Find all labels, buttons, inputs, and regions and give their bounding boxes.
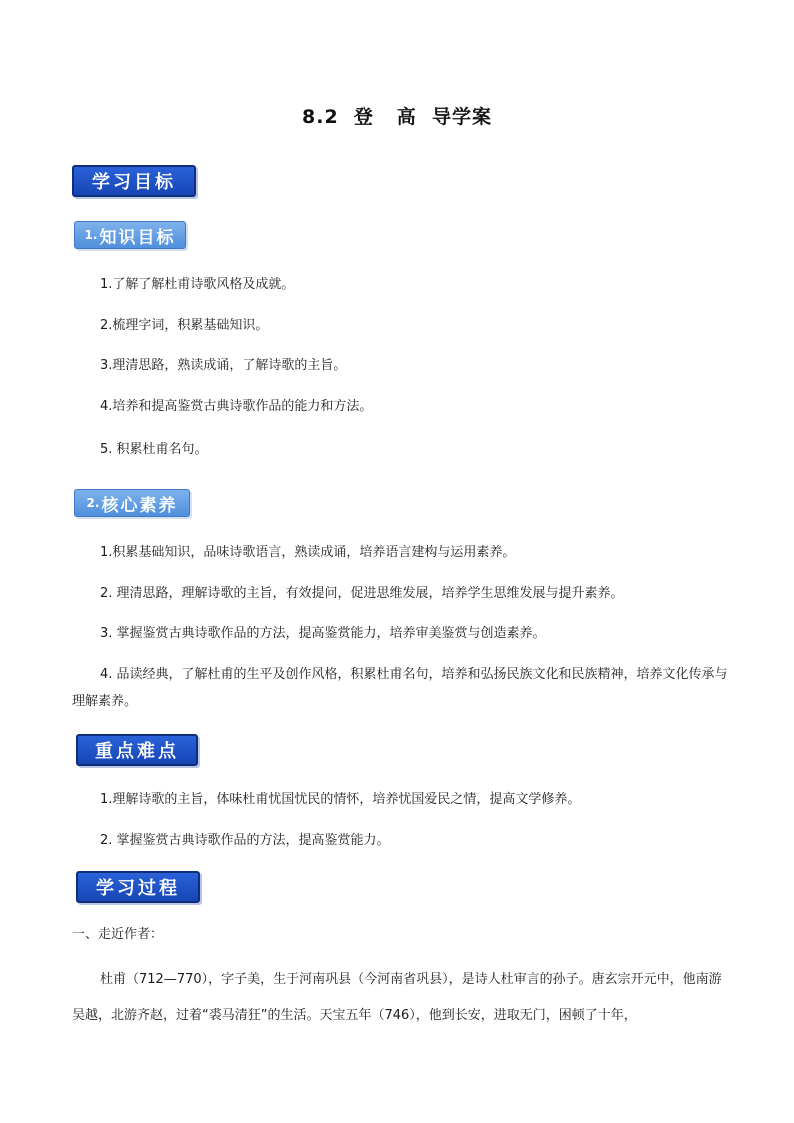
knowledge-item: 1.了解了解杜甫诗歌风格及成就。 [100,277,295,292]
subsection-label: 知识目标 [99,227,176,248]
document-title: 8.2 登 高 导学案 [302,106,492,128]
section-banner-label: 学习目标 [92,172,176,193]
process-heading: 一、走近作者： [72,927,164,942]
keypoint-item: 1.理解诗歌的主旨，体味杜甫忧国忧民的情怀，培养忧国爱民之情，提高文学修养。 [100,792,581,807]
section-banner-process [76,871,200,903]
knowledge-item: 5. 积累杜甫名句。 [100,442,208,457]
keypoint-item: 2. 掌握鉴赏古典诗歌作品的方法，提高鉴赏能力。 [100,833,390,848]
knowledge-item: 3.理清思路，熟读成诵，了解诗歌的主旨。 [100,358,347,373]
subsection-tag-knowledge [74,221,186,249]
process-paragraph: 杜甫（712—770），字子美，生于河南巩县（今河南省巩县），是诗人杜审言的孙子。唐玄宗开元中，他南游吴越，北游齐赵，过着“裘马清狂”的生活。天宝五年（746），他到长安，进取无门，困顿了十年， [72,972,722,1023]
literacy-item: 1.积累基础知识，品味诗歌语言，熟读成诵，培养语言建构与运用素养。 [100,545,516,560]
section-banner-objectives [72,165,196,197]
knowledge-item: 4.培养和提高鉴赏古典诗歌作品的能力和方法。 [100,399,373,414]
literacy-item: 4. 品读经典，了解杜甫的生平及创作风格，积累杜甫名句，培养和弘扬民族文化和民族精神，培养文化传承与理解素养。 [72,667,728,709]
section-banner-label: 重点难点 [95,741,179,762]
subsection-number: 1. [84,228,98,242]
section-banner-label: 学习过程 [96,878,180,899]
section-banner-keypoints [76,734,198,766]
literacy-item: 2. 理清思路，理解诗歌的主旨，有效提问，促进思维发展，培养学生思维发展与提升素养。 [100,586,624,601]
subsection-label: 核心素养 [101,495,178,516]
subsection-number: 2. [86,496,100,510]
subsection-tag-literacy [74,489,190,517]
knowledge-item: 2.梳理字词，积累基础知识。 [100,318,269,333]
literacy-item: 3. 掌握鉴赏古典诗歌作品的方法，提高鉴赏能力，培养审美鉴赏与创造素养。 [100,626,546,641]
